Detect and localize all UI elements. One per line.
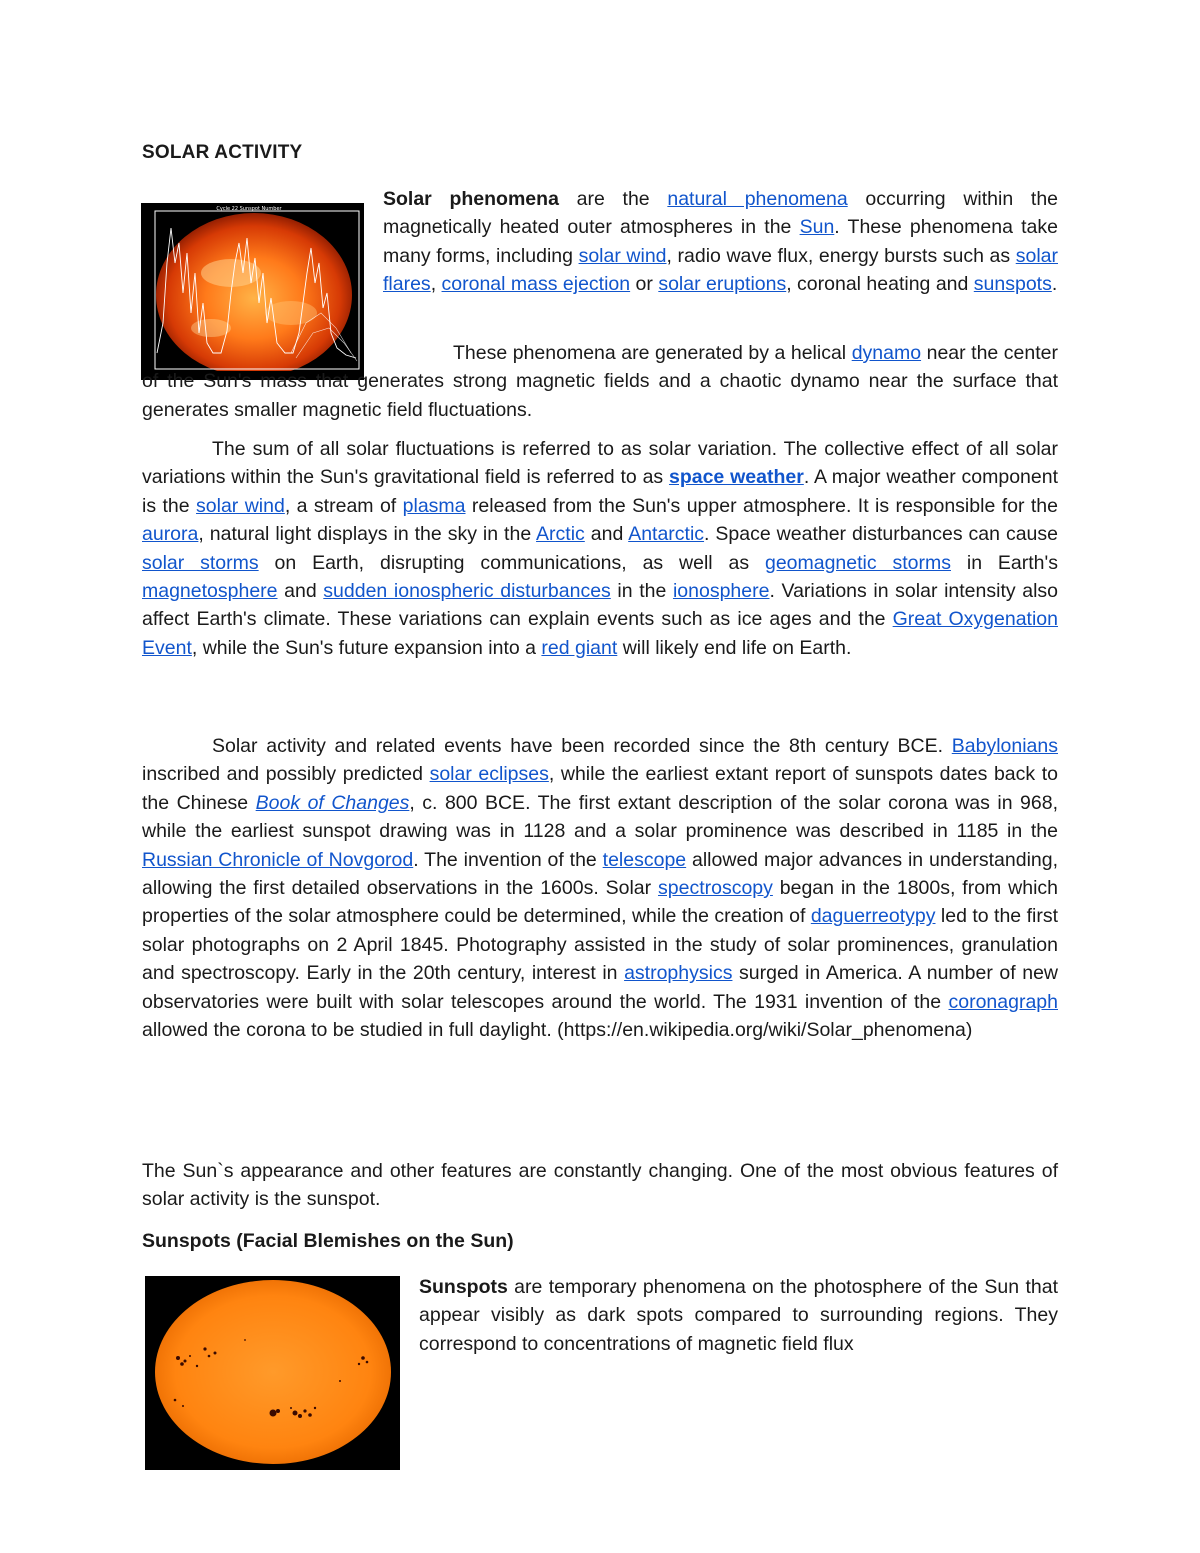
space-weather-paragraph: The sum of all solar fluctuations is referred to as solar variation. The collective effect of all solar variations within the Sun's gravitational field is referred to as space weather. A major weather component is the solar wind, a stream of plasma released from the Sun's upper atmosphere. It is responsible for the aurora, natural light displays in the sky in the Arctic and Antarctic. Space weather disturbances can cause solar storms on Earth, disrupting communications, as well as geomagnetic storms in Earth's magnetosphere and sudden ionospheric disturbances in the ionosphere. Variations in solar intensity also affect Earth's climate. These variations can explain events such as ice ages and the Great Oxygenation Event, while the Sun's future expansion into a red giant will likely end life on Earth.	[142, 438, 1059, 659]
link-dynamo[interactable]: dynamo	[851, 342, 922, 364]
link-solar-wind[interactable]: solar wind	[578, 244, 667, 267]
link-coronagraph[interactable]: coronagraph	[948, 990, 1058, 1013]
history-paragraph: Solar activity and related events have been recorded since the 8th century BCE. Babylonians inscribed and possibly predicted solar eclipses, while the earliest extant report of sunspots dates back to the Chinese Book of Changes, c. 800 BCE. The first extant description of the solar corona was in 968, while the earliest sunspot drawing was in 1128 and a solar prominence was described in 1185 in the Russian Chronicle of Novgorod. The invention of the telescope allowed major advances in understanding, allowing the first detailed observations in the 1600s. Solar spectroscopy began in the 1800s, from which properties of the solar atmosphere could be determined, while the creation of daguerreotypy led to the first solar photographs on 2 April 1845. Photography assisted in the study of solar prominences, granulation and spectroscopy. Early in the 20th century, interest in astrophysics surged in America. A number of new observatories were built with solar telescopes around the world. The 1931 invention of the coronagraph allowed the corona to be studied in full daylight. (https://en.wikipedia.org/wiki/Solar_phenomena)	[142, 735, 1059, 1042]
link-sun[interactable]: Sun	[799, 216, 835, 239]
link-red-giant[interactable]: red giant	[541, 636, 618, 659]
link-plasma[interactable]: plasma	[402, 494, 466, 517]
link-antarctic[interactable]: Antarctic	[628, 523, 705, 546]
link-geomagnetic-storms[interactable]: geomagnetic storms	[764, 551, 951, 574]
link-solar-eruptions[interactable]: solar eruptions	[658, 273, 787, 296]
sunspots-heading: Sunspots (Facial Blemishes on the Sun)	[142, 1230, 514, 1252]
term-sunspots: Sunspots	[419, 1276, 508, 1298]
link-sunspots[interactable]: sunspots	[973, 273, 1052, 296]
link-daguerreotypy[interactable]: daguerreotypy	[810, 905, 936, 928]
link-magnetosphere[interactable]: magnetosphere	[142, 580, 278, 603]
link-book-of-changes[interactable]: Book of Changes	[255, 791, 410, 814]
link-solar-storms[interactable]: solar storms	[142, 551, 259, 574]
link-space-weather[interactable]: space weather	[668, 466, 804, 489]
link-ionosphere[interactable]: ionosphere	[672, 580, 770, 603]
link-solar-wind-2[interactable]: solar wind	[196, 494, 285, 517]
link-natural-phenomena[interactable]: natural phenomena	[667, 188, 848, 210]
intro-paragraph: Solar phenomena are the natural phenomena occurring within the magnetically heated outer atmospheres in the Sun. These phenomena take many forms, including solar wind, radio wave flux, energy bursts such as solar flares, coronal mass ejection or solar eruptions, coronal heating and sunspots.	[383, 188, 1059, 296]
link-great-oxygenation-event[interactable]: Great Oxygenation Event	[142, 608, 1058, 659]
link-solar-eclipses[interactable]: solar eclipses	[429, 763, 549, 786]
page-title: SOLAR ACTIVITY	[142, 142, 303, 163]
link-sudden-ionospheric-disturbances[interactable]: sudden ionospheric disturbances	[323, 580, 611, 603]
dynamo-paragraph: These phenomena are generated by a helical dynamo near the center of the Sun's mass that generates strong magnetic fields and a chaotic dynamo near the surface that generates smaller magnetic field fluctuations.	[142, 342, 1058, 421]
link-spectroscopy[interactable]: spectroscopy	[658, 877, 773, 900]
link-coronal-mass-ejection[interactable]: coronal mass ejection	[441, 273, 631, 296]
link-astrophysics[interactable]: astrophysics	[624, 962, 733, 985]
link-arctic[interactable]: Arctic	[536, 523, 585, 546]
link-babylonians[interactable]: Babylonians	[951, 735, 1058, 757]
link-telescope[interactable]: telescope	[602, 848, 687, 871]
figure-caption: Cycle 22 Sunspot Number	[216, 206, 282, 212]
sunspots-image	[145, 1276, 400, 1470]
link-russian-chronicle-of-novgorod[interactable]: Russian Chronicle of Novgorod	[142, 848, 414, 871]
sunspot-intro-paragraph: The Sun`s appearance and other features are constantly changing. One of the most obvious features of solar activity is the sunspot.	[142, 1160, 1058, 1211]
sunspots-paragraph: Sunspots are temporary phenomena on the photosphere of the Sun that appear visibly as dark spots compared to surrounding regions. They correspond to concentrations of magnetic field flux	[419, 1276, 1058, 1355]
link-solar-flares[interactable]: solar flares	[383, 244, 1058, 296]
link-aurora[interactable]: aurora	[142, 523, 199, 546]
term-solar-phenomena: Solar phenomena	[383, 188, 559, 210]
